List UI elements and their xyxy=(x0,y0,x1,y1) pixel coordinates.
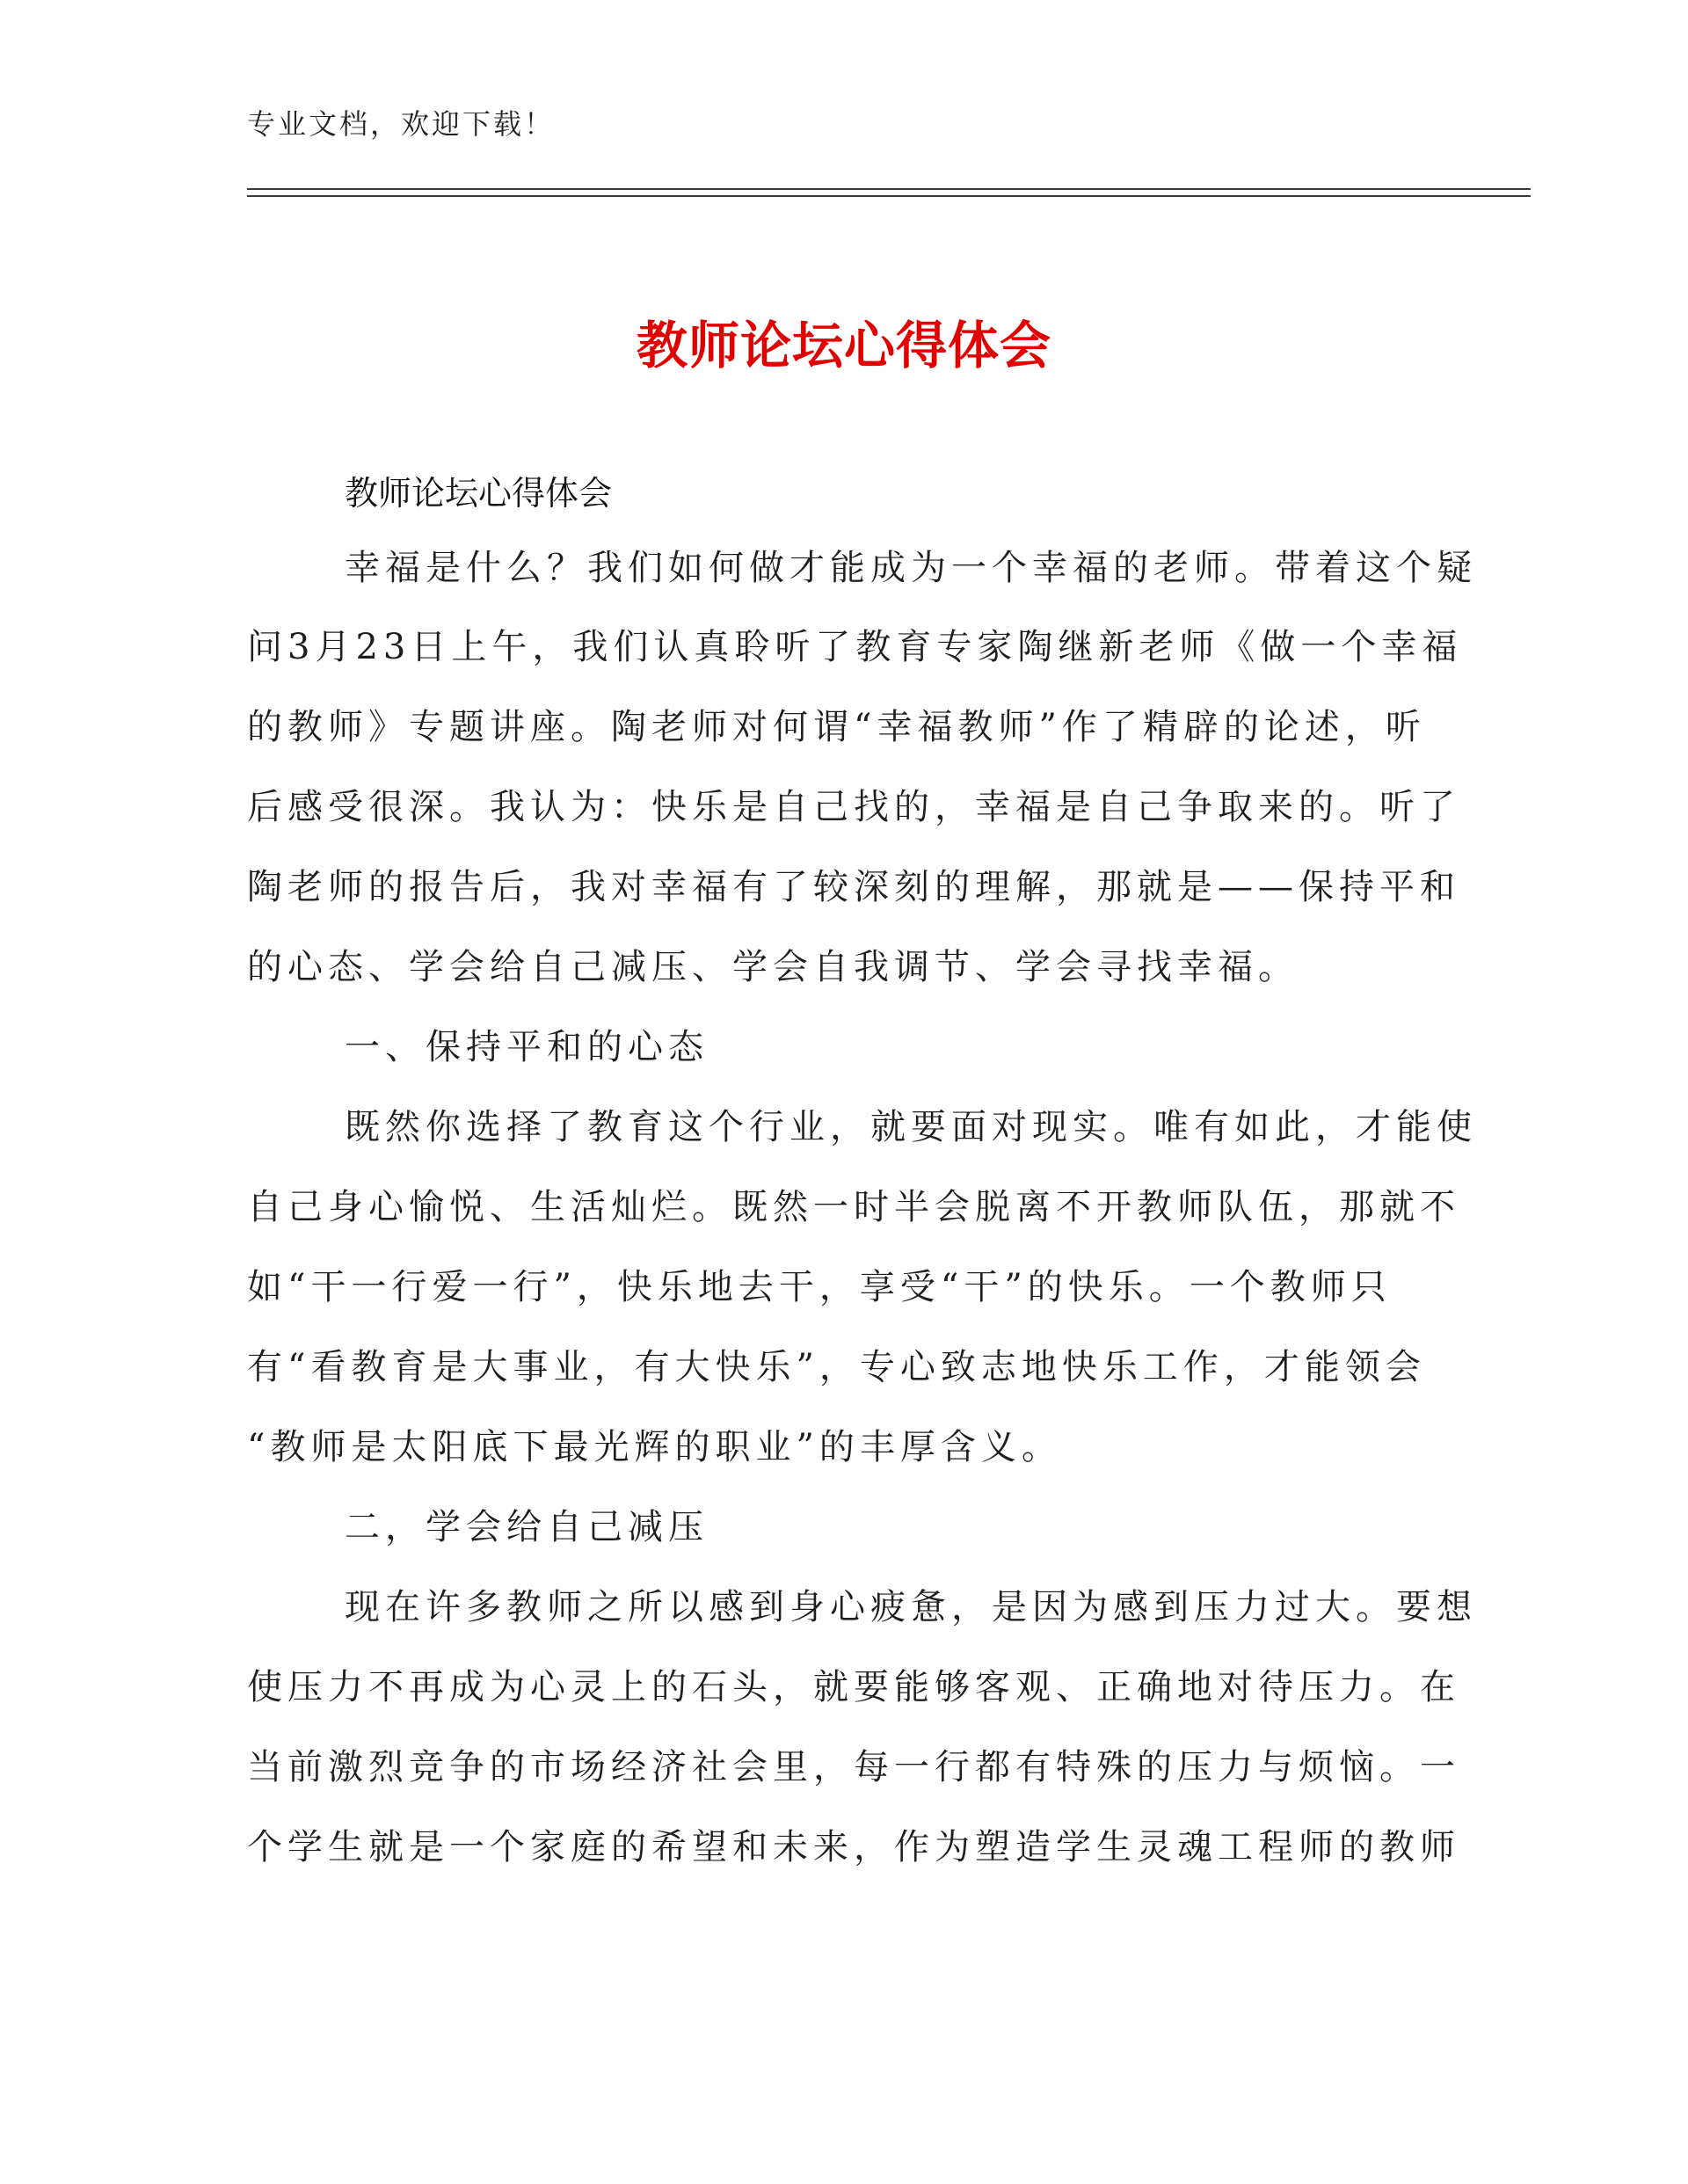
section-heading: 二，学会给自己减压 xyxy=(345,1507,709,1547)
document-subtitle: 教师论坛心得体会 xyxy=(345,474,613,513)
header-rule-bottom xyxy=(247,195,1531,197)
header-rule-top xyxy=(247,188,1531,190)
body-line: 幸福是什么？我们如何做才能成为一个幸福的老师。带着这个疑 xyxy=(345,548,1477,588)
body-line: 的教师》专题讲座。陶老师对何谓“幸福教师”作了精辟的论述，听 xyxy=(247,707,1426,747)
body-line: 问3月23日上午，我们认真聆听了教育专家陶继新老师《做一个幸福 xyxy=(247,627,1463,667)
section-heading: 一、保持平和的心态 xyxy=(345,1027,709,1067)
body-line: 陶老师的报告后，我对幸福有了较深刻的理解，那就是——保持平和 xyxy=(247,867,1460,907)
body-line: 后感受很深。我认为：快乐是自己找的，幸福是自己争取来的。听了 xyxy=(247,787,1460,827)
document-title: 教师论坛心得体会 xyxy=(636,316,1051,375)
body-line: 个学生就是一个家庭的希望和未来，作为塑造学生灵魂工程师的教师 xyxy=(247,1827,1460,1867)
body-line: 使压力不再成为心灵上的石头，就要能够客观、正确地对待压力。在 xyxy=(247,1667,1460,1707)
body-line: 既然你选择了教育这个行业，就要面对现实。唯有如此，才能使 xyxy=(345,1107,1477,1147)
body-line: 的心态、学会给自己减压、学会自我调节、学会寻找幸福。 xyxy=(247,947,1299,987)
body-line: 当前激烈竞争的市场经济社会里，每一行都有特殊的压力与烦恼。一 xyxy=(247,1747,1460,1787)
body-line: 自己身心愉悦、生活灿烂。既然一时半会脱离不开教师队伍，那就不 xyxy=(247,1187,1460,1227)
body-line: “教师是太阳底下最光辉的职业”的丰厚含义。 xyxy=(247,1427,1062,1467)
body-line: 有“看教育是大事业，有大快乐”，专心致志地快乐工作，才能领会 xyxy=(247,1347,1426,1387)
body-line: 如“干一行爱一行”，快乐地去干，享受“干”的快乐。一个教师只 xyxy=(247,1267,1392,1307)
body-line: 现在许多教师之所以感到身心疲惫，是因为感到压力过大。要想 xyxy=(345,1587,1477,1627)
page-header-text: 专业文档，欢迎下载！ xyxy=(247,107,556,141)
